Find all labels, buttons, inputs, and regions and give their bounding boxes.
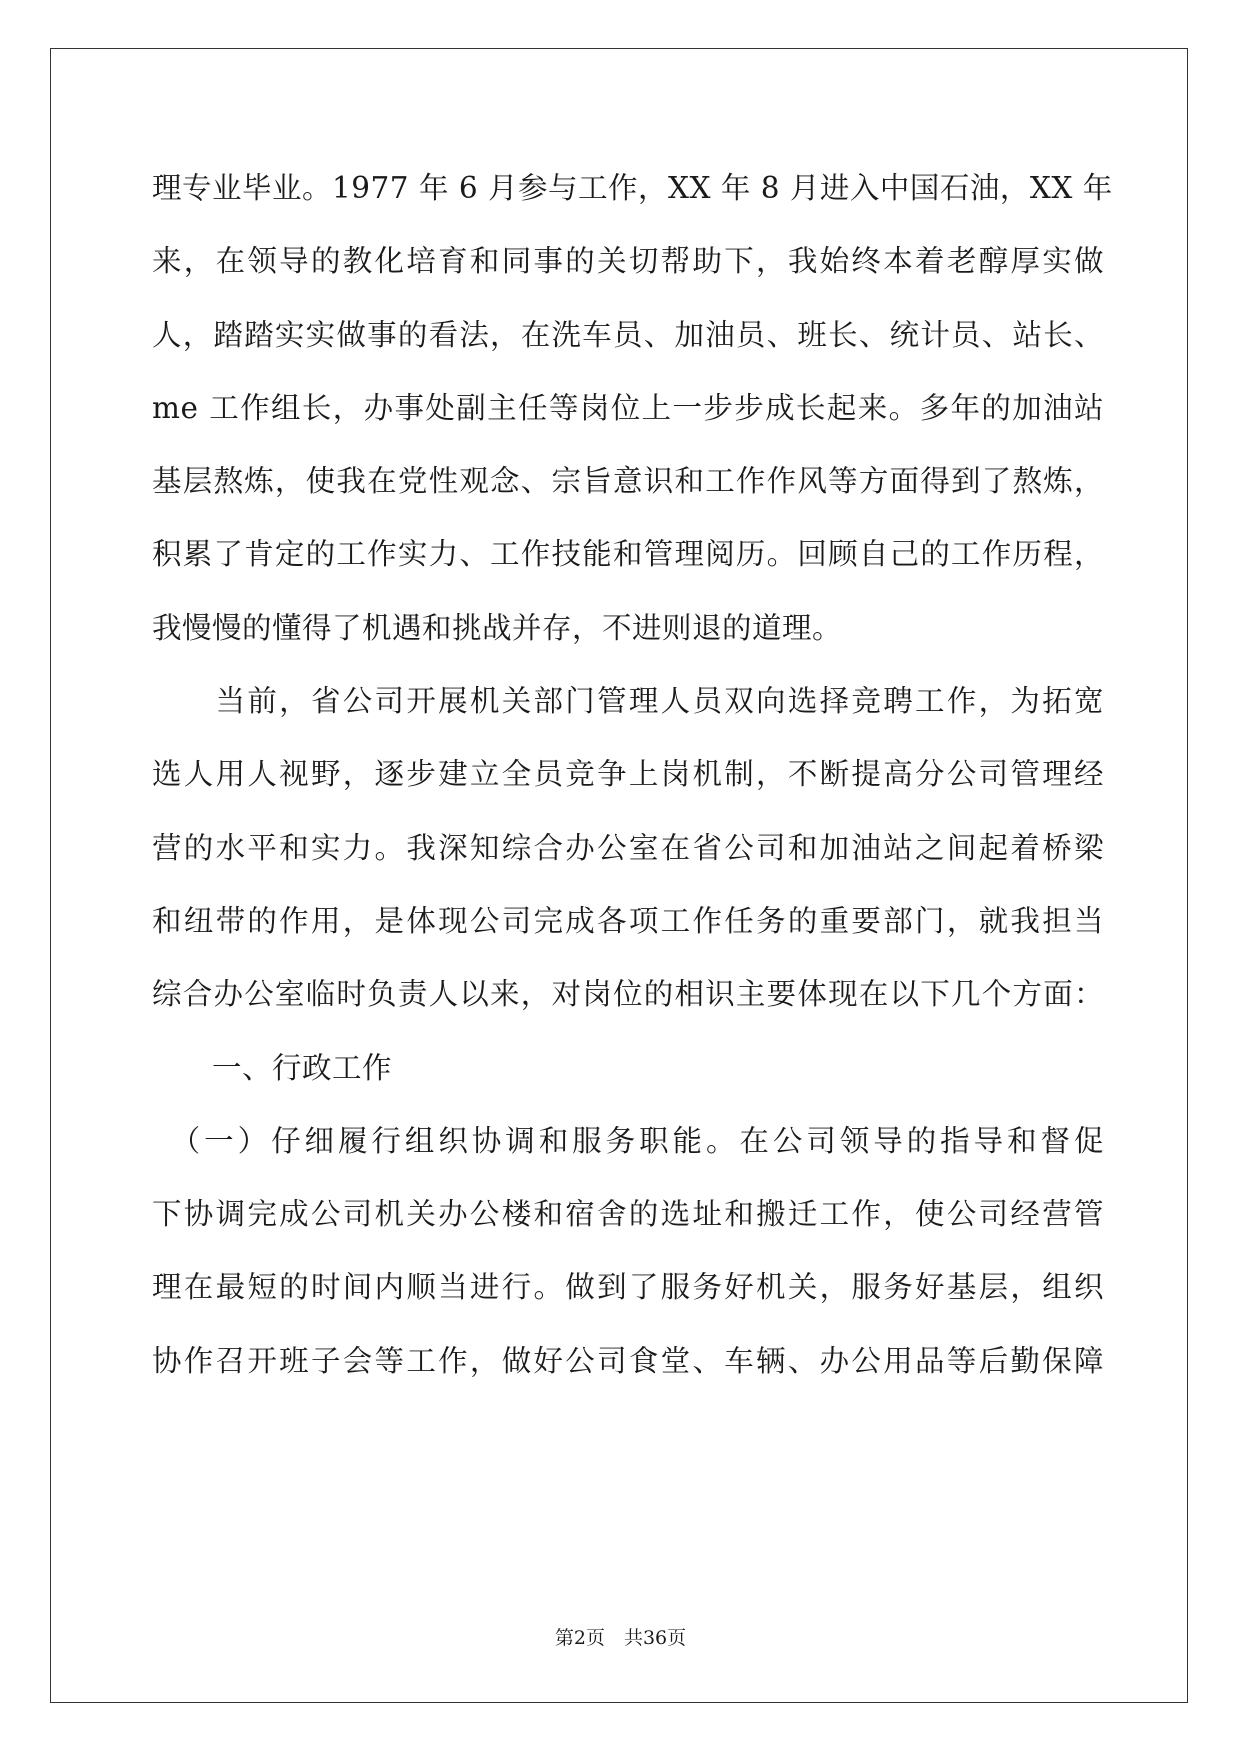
text-line: 协作召开班子会等工作，做好公司食堂、车辆、办公用品等后勤保障 bbox=[152, 1343, 1104, 1378]
text-line: me 工作组长，办事处副主任等岗位上一步步成长起来。多年的加油站 bbox=[152, 390, 1104, 425]
text-line: （一）仔细履行组织协调和服务职能。在公司领导的指导和督促 bbox=[152, 1123, 1104, 1158]
text-line: 综合办公室临时负责人以来，对岗位的相识主要体现在以下几个方面： bbox=[152, 977, 1104, 1012]
text-line: 积累了肯定的工作实力、工作技能和管理阅历。回顾自己的工作历程， bbox=[152, 537, 1104, 572]
text-line: 来，在领导的教化培育和同事的关切帮助下，我始终本着老醇厚实做 bbox=[152, 244, 1104, 279]
section-heading: 一、行政工作 bbox=[152, 1050, 393, 1085]
text-line: 和纽带的作用，是体现公司完成各项工作任务的重要部门，就我担当 bbox=[152, 903, 1104, 938]
text-line: 当前，省公司开展机关部门管理人员双向选择竞聘工作，为拓宽 bbox=[152, 684, 1104, 719]
text-line: 人，踏踏实实做事的看法，在洗车员、加油员、班长、统计员、站长、 bbox=[152, 317, 1104, 352]
text-line: 选人用人视野，逐步建立全员竞争上岗机制，不断提高分公司管理经 bbox=[152, 757, 1104, 792]
text-line: 理在最短的时间内顺当进行。做到了服务好机关，服务好基层，组织 bbox=[152, 1270, 1104, 1305]
page-number-footer: 第2页 共36页 bbox=[554, 1627, 687, 1649]
document-body bbox=[152, 160, 1113, 1406]
text-line: 营的水平和实力。我深知综合办公室在省公司和加油站之间起着桥梁 bbox=[152, 830, 1104, 865]
text-line: 基层熬炼，使我在党性观念、宗旨意识和工作作风等方面得到了熬炼， bbox=[152, 464, 1104, 499]
text-line: 下协调完成公司机关办公楼和宿舍的选址和搬迁工作，使公司经营管 bbox=[152, 1197, 1104, 1232]
text-line: 我慢慢的懂得了机遇和挑战并存，不进则退的道理。 bbox=[152, 610, 843, 645]
text-line: 理专业毕业。1977 年 6 月参与工作，XX 年 8 月进入中国石油，XX 年 bbox=[152, 171, 1113, 205]
